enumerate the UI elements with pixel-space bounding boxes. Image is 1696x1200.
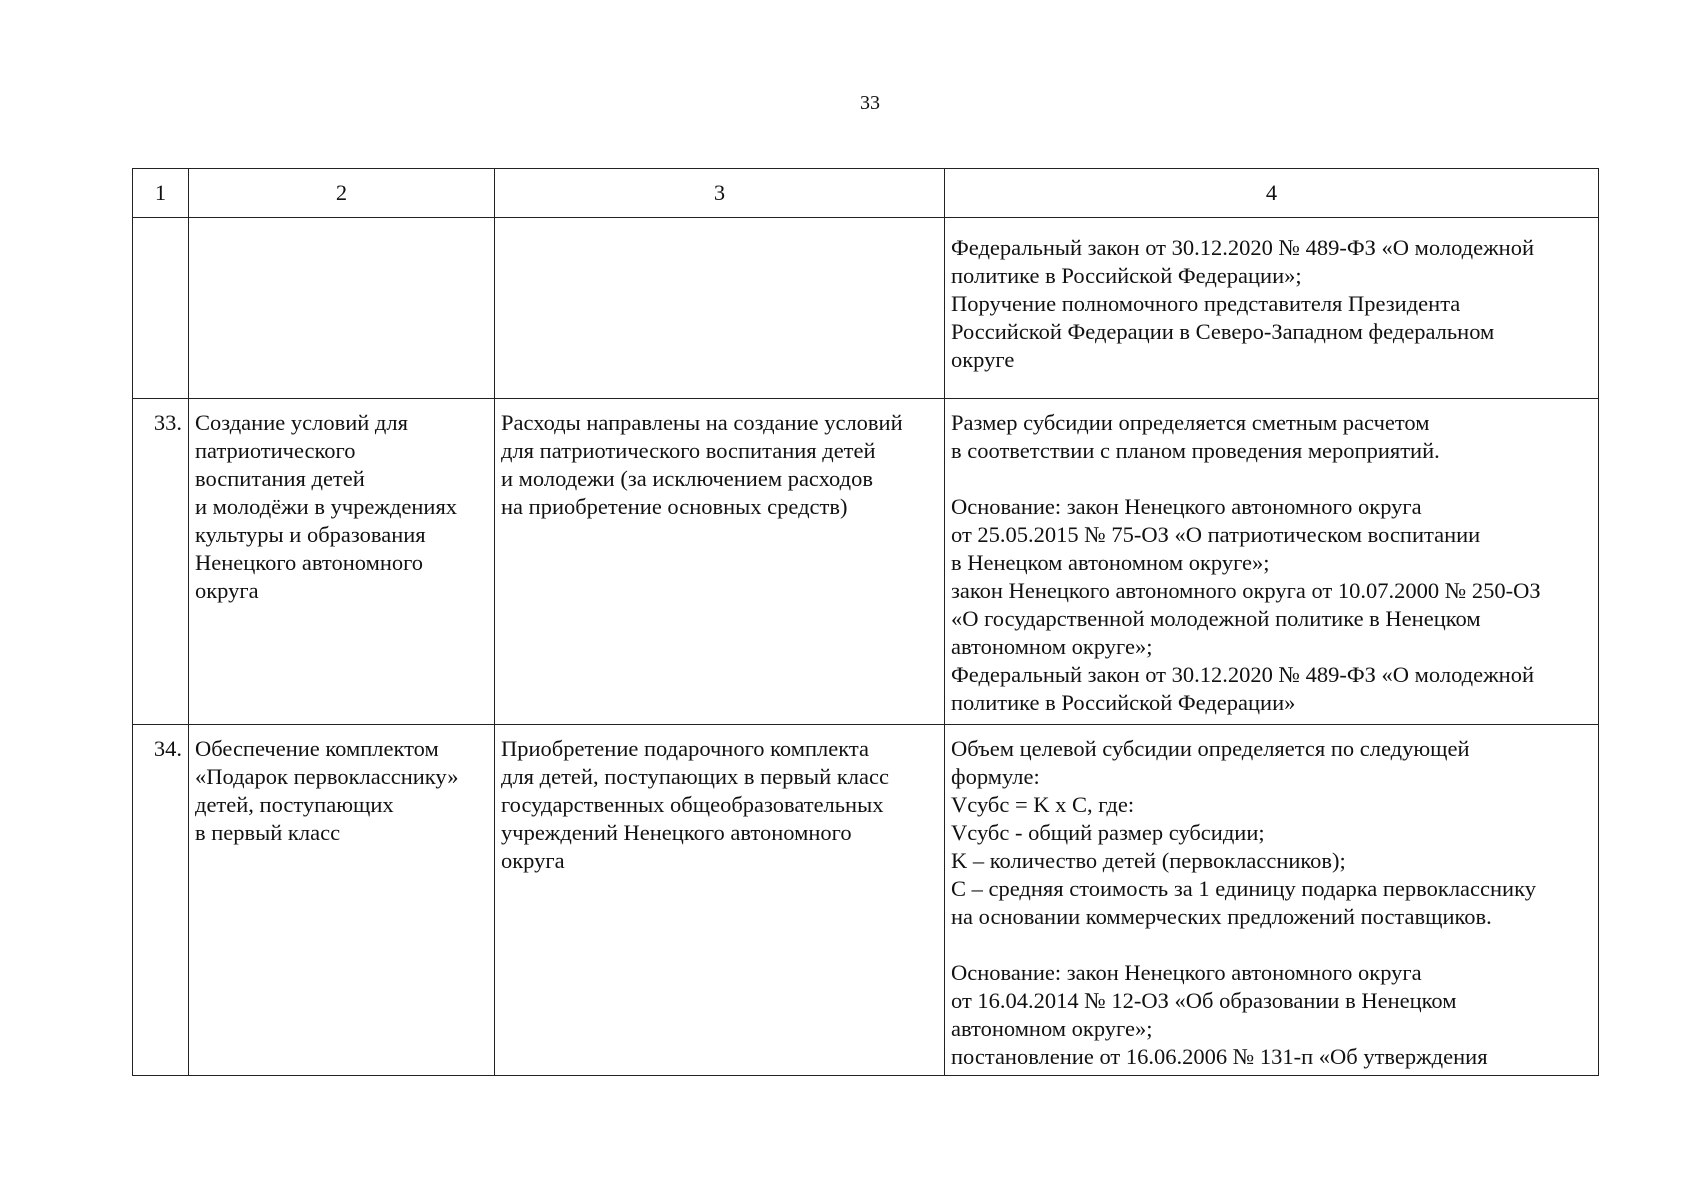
cell-item-name <box>189 725 495 1076</box>
text-line: для патриотического воспитания детей <box>501 438 876 463</box>
header-col-1: 1 <box>133 169 189 218</box>
header-col-3: 3 <box>495 169 945 218</box>
text-line: Расходы направлены на создание условий <box>501 410 903 435</box>
cell-legal-basis <box>945 218 1599 399</box>
text-line: политике в Российской Федерации» <box>951 690 1296 715</box>
text-line: Создание условий для <box>195 410 408 435</box>
text-line: детей, поступающих <box>195 792 394 817</box>
text-line: патриотического <box>195 438 356 463</box>
text-line: C – средняя стоимость за 1 единицу подарка первокласснику <box>951 876 1536 901</box>
text-line: Российской Федерации в Северо-Западном федеральном <box>951 319 1495 344</box>
text-line: Основание: закон Ненецкого автономного округа <box>951 494 1422 519</box>
table-row-34 <box>133 725 1599 1076</box>
formula-line: Vсубс = K x C, где: <box>951 792 1135 817</box>
cell-calculation-basis <box>945 725 1599 1076</box>
cell-expense-description <box>495 725 945 1076</box>
text-line: округа <box>501 848 565 873</box>
cell-expense-description <box>495 399 945 725</box>
header-col-4: 4 <box>945 169 1599 218</box>
table-row-continuation <box>133 218 1599 399</box>
text-line: постановление от 16.06.2006 № 131-п «Об утверждения <box>951 1044 1488 1069</box>
text-line: на приобретение основных средств) <box>501 494 848 519</box>
cell-empty <box>189 218 495 399</box>
text-line: K – количество детей (первоклассников); <box>951 848 1346 873</box>
text-line: Основание: закон Ненецкого автономного округа <box>951 960 1422 985</box>
header-row <box>133 169 1599 218</box>
text-line: Объем целевой субсидии определяется по следующей <box>951 736 1470 761</box>
text-line: Поручение полномочного представителя Президента <box>951 291 1461 316</box>
text-line: округе <box>951 347 1015 372</box>
text-line: для детей, поступающих в первый класс <box>501 764 889 789</box>
header-col-2: 2 <box>189 169 495 218</box>
table-row-33 <box>133 399 1599 725</box>
page-number: 33 <box>860 92 880 114</box>
text-line: и молодежи (за исключением расходов <box>501 466 873 491</box>
text-line: на основании коммерческих предложений поставщиков. <box>951 904 1492 929</box>
text-line: «О государственной молодежной политике в Ненецком <box>951 606 1481 631</box>
text-line: Vсубс - общий размер субсидии; <box>951 820 1265 845</box>
text-line: и молодёжи в учреждениях <box>195 494 458 519</box>
text-line: округа <box>195 578 259 603</box>
text-line: в соответствии с планом проведения мероприятий. <box>951 438 1440 463</box>
text-line: автономном округе»; <box>951 634 1153 659</box>
text-line: закон Ненецкого автономного округа от 10.07.2000 № 250-ОЗ <box>951 578 1541 603</box>
text-line: Размер субсидии определяется сметным расчетом <box>951 410 1430 435</box>
text-line: учреждений Ненецкого автономного <box>501 820 852 845</box>
row-number: 33. <box>133 399 189 725</box>
cell-empty <box>133 218 189 399</box>
text-line: государственных общеобразовательных <box>501 792 884 817</box>
text-line: Приобретение подарочного комплекта <box>501 736 869 761</box>
paragraph-gap <box>951 931 1592 959</box>
text-line: Ненецкого автономного <box>195 550 424 575</box>
text-line: формуле: <box>951 764 1040 789</box>
text-line: от 16.04.2014 № 12-ОЗ «Об образовании в Ненецком <box>951 988 1457 1013</box>
text-line: Федеральный закон от 30.12.2020 № 489-ФЗ «О молодежной <box>951 662 1534 687</box>
document-table <box>132 168 1599 1076</box>
text-line: воспитания детей <box>195 466 365 491</box>
text-line: в Ненецком автономном округе»; <box>951 550 1270 575</box>
cell-item-name <box>189 399 495 725</box>
text-line: Федеральный закон от 30.12.2020 № 489-ФЗ «О молодежной <box>951 235 1534 260</box>
text-line: культуры и образования <box>195 522 426 547</box>
cell-empty <box>495 218 945 399</box>
paragraph-gap <box>951 465 1592 493</box>
cell-calculation-basis <box>945 399 1599 725</box>
text-line: «Подарок первокласснику» <box>195 764 459 789</box>
text-line: Обеспечение комплектом <box>195 736 439 761</box>
text-line: автономном округе»; <box>951 1016 1153 1041</box>
row-number: 34. <box>133 725 189 1076</box>
text-line: политике в Российской Федерации»; <box>951 263 1302 288</box>
text-line: от 25.05.2015 № 75-ОЗ «О патриотическом воспитании <box>951 522 1481 547</box>
text-line: в первый класс <box>195 820 341 845</box>
